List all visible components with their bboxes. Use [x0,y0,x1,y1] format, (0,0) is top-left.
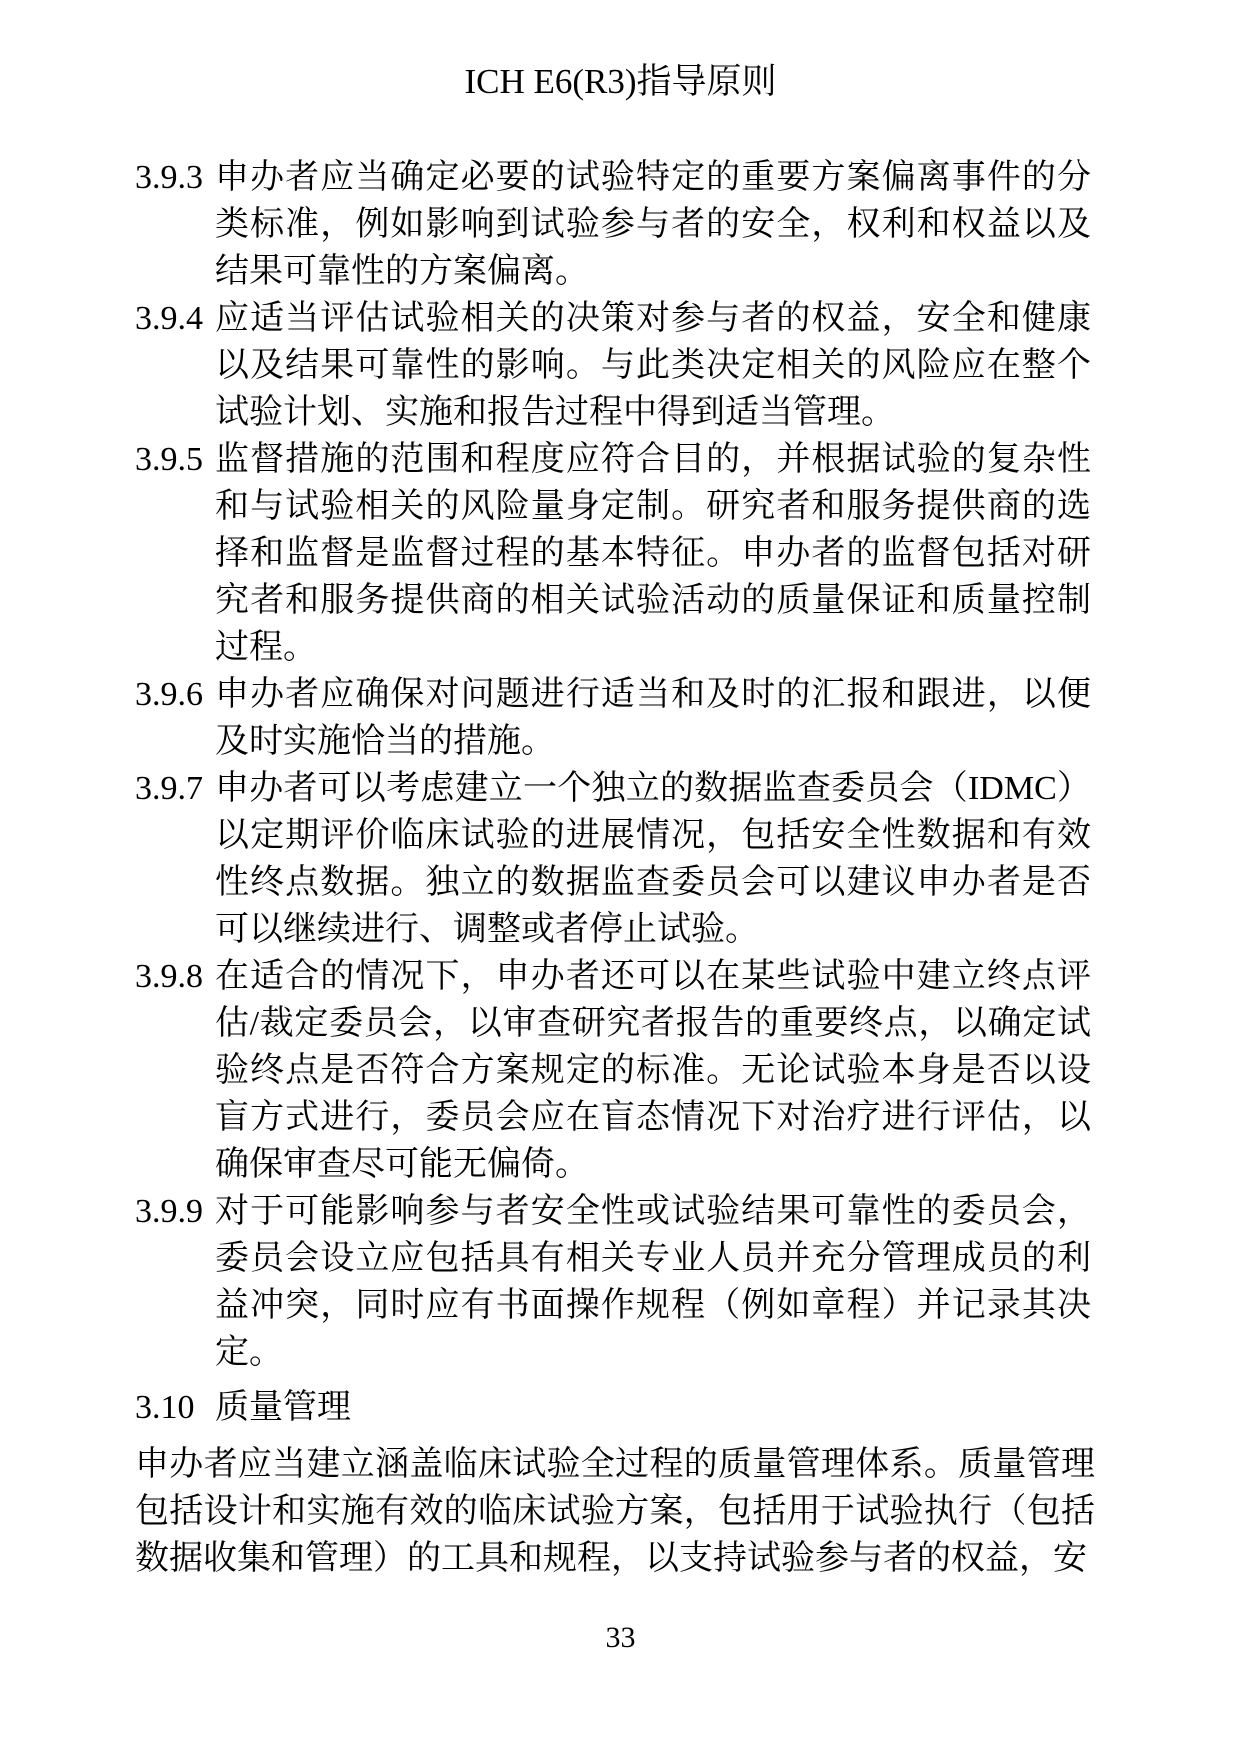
item-text: 对于可能影响参与者安全性或试验结果可靠性的委员会，委员会设立应包括具有相关专业人员并充分管理成员的利益冲突，同时应有书面操作规程（例如章程）并记录其决定。 [215,1193,1091,1371]
list-item [135,295,1106,436]
list-item [135,1188,1106,1376]
list-item [135,765,1106,953]
item-number: 3.9.8 [135,958,203,995]
list-item [135,436,1106,671]
item-number: 3.9.7 [135,770,203,807]
section-number: 3.10 [135,1389,195,1426]
item-text: 监督措施的范围和程度应符合目的，并根据试验的复杂性和与试验相关的风险量身定制。研究者和服务提供商的选择和监督是监督过程的基本特征。申办者的监督包括对研究者和服务提供商的相关试验活动的质量保证和质量控制过程。 [215,441,1091,666]
list-item [135,671,1106,765]
body-paragraph: 申办者应当建立涵盖临床试验全过程的质量管理体系。质量管理包括设计和实施有效的临床试验方案，包括用于试验执行（包括数据收集和管理）的工具和规程，以支持试验参与者的权益，安 [135,1446,1095,1577]
item-text: 应适当评估试验相关的决策对参与者的权益，安全和健康以及结果可靠性的影响。与此类决定相关的风险应在整个试验计划、实施和报告过程中得到适当管理。 [215,300,1091,431]
clause-list [135,154,1106,1376]
list-item [135,953,1106,1188]
item-number: 3.9.3 [135,159,203,196]
list-item [135,154,1106,295]
item-number: 3.9.6 [135,676,203,713]
section-heading [135,1384,1106,1431]
section-title: 质量管理 [215,1389,351,1426]
item-number: 3.9.9 [135,1193,203,1230]
item-number: 3.9.4 [135,300,203,337]
item-text: 申办者应确保对问题进行适当和及时的汇报和跟进，以便及时实施恰当的措施。 [215,676,1091,760]
item-number: 3.9.5 [135,441,203,478]
page-header: ICH E6(R3)指导原则 [464,62,777,101]
item-text: 在适合的情况下，申办者还可以在某些试验中建立终点评估/裁定委员会，以审查研究者报告的重要终点，以确定试验终点是否符合方案规定的标准。无论试验本身是否以设盲方式进行，委员会应在盲态情况下对治疗进行评估，以确保审查尽可能无偏倚。 [215,958,1091,1183]
page-number: 33 [605,1621,636,1654]
item-text: 申办者应当确定必要的试验特定的重要方案偏离事件的分类标准，例如影响到试验参与者的安全，权利和权益以及结果可靠性的方案偏离。 [215,159,1091,290]
item-text: 申办者可以考虑建立一个独立的数据监查委员会（IDMC）以定期评价临床试验的进展情况，包括安全性数据和有效性终点数据。独立的数据监查委员会可以建议申办者是否可以继续进行、调整或者停止试验。 [215,770,1091,948]
